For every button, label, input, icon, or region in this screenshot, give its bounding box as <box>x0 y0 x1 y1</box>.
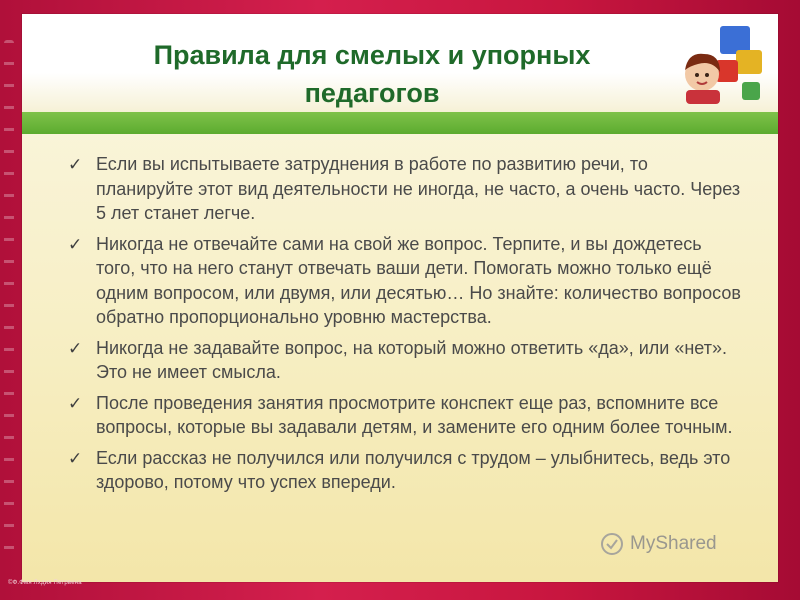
myshared-watermark[interactable] <box>600 532 717 556</box>
check-icon: ✓ <box>68 393 83 414</box>
title-accent-bar <box>22 112 778 134</box>
check-icon: ✓ <box>68 448 83 469</box>
slide-header <box>22 14 778 112</box>
check-icon: ✓ <box>68 155 83 175</box>
rule-text: После проведения занятия просмотрите конспект еще раз, вспомните все вопросы, которые вы задавали детям, и замените его одним более точным. <box>96 392 733 437</box>
list-item <box>62 336 742 385</box>
rule-text: Никогда не отвечайте сами на свой же вопрос. Терпите, и вы дождетесь того, что на него станут отвечать ваши дети. Помогать можно только ещё одним вопросом, или двумя, или десятью… Но знайте: количество вопросов обратно пропорционально уровню мастерства. <box>96 233 741 327</box>
kids-illustration-icon <box>676 20 768 110</box>
list-item <box>62 232 742 330</box>
footer-credit: ©Ф.Фмя Лхдия Петрвена <box>8 580 82 586</box>
rules-list <box>62 152 742 501</box>
check-icon: ✓ <box>68 234 83 255</box>
list-item <box>62 152 742 226</box>
rule-text: Если вы испытываете затруднения в работе по развитию речи, то планируйте этот вид деятельности не иногда, не часто, а очень часто. Через 5 лет станет легче. <box>96 154 741 223</box>
slide-title: Правила для смелых и упорных педагогов <box>153 40 591 108</box>
check-icon: ✓ <box>68 338 83 359</box>
rule-text: Если рассказ не получился или получился с трудом – улыбнитесь, ведь это здорово, потому что успех впереди. <box>96 447 731 492</box>
slide <box>22 14 778 582</box>
watermark-text: MyShared <box>630 533 717 554</box>
list-item <box>62 391 742 440</box>
rule-text: Никогда не задавайте вопрос, на который можно ответить «да», или «нет». Это не имеет смысла. <box>96 337 727 382</box>
myshared-logo-icon <box>600 532 624 556</box>
list-item <box>62 446 742 495</box>
frame-edge-decoration <box>4 40 14 560</box>
